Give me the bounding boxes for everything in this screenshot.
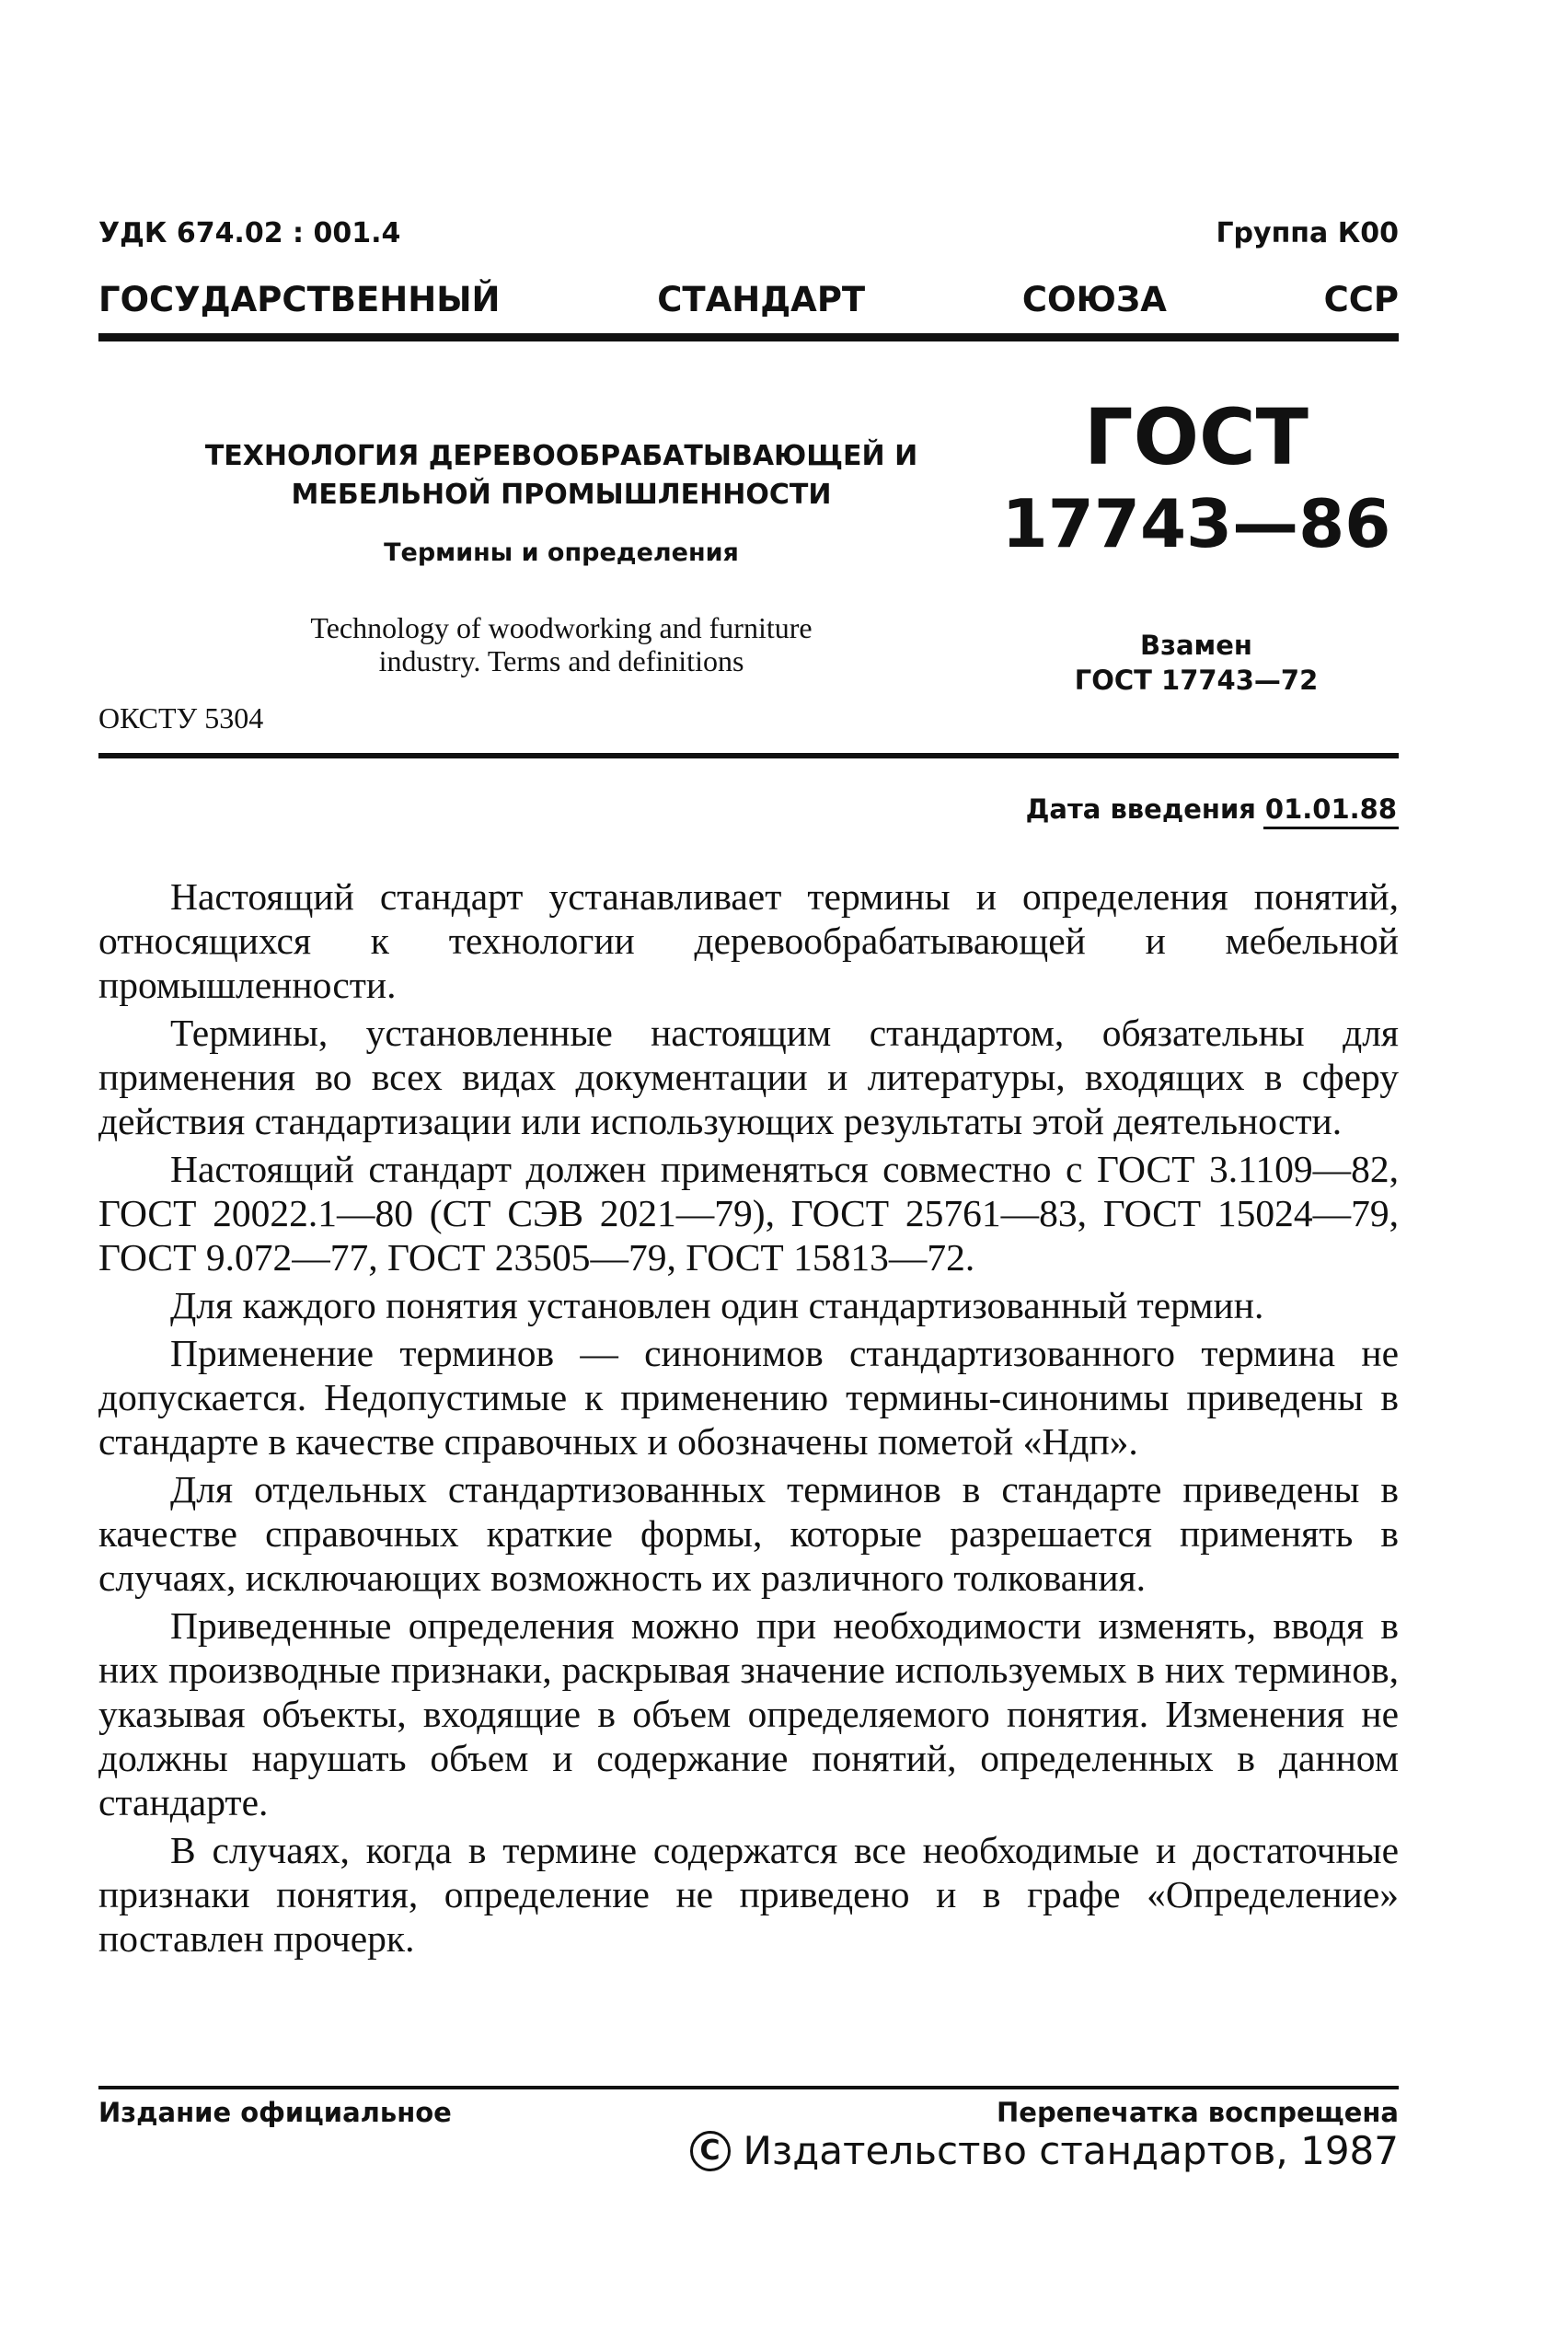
copyright-icon: C xyxy=(690,2131,731,2171)
udc-code: УДК 674.02 : 001.4 xyxy=(98,217,401,249)
paragraph: Настоящий стандарт устанавливает термины и определения понятий, относящихся к технологии деревообрабатывающей и мебельной промышленности. xyxy=(98,875,1399,1006)
subtitle-russian: Термины и определения xyxy=(384,538,739,567)
replaces-label: Взамен xyxy=(1140,630,1252,661)
gost-number: 17743—86 xyxy=(1001,485,1391,562)
paragraph: В случаях, когда в термине содержатся все необходимые и достаточные признаки понятия, определение не приведено и в графе «Определение» поставлен прочерк. xyxy=(98,1829,1399,1960)
title-block xyxy=(166,437,957,677)
state-standard-word-1: ГОСУДАРСТВЕННЫЙ xyxy=(98,280,501,319)
title-english-line-1: Technology of woodworking and furniture xyxy=(310,611,813,644)
header-meta xyxy=(98,217,1399,249)
group-code: Группа К00 xyxy=(1216,217,1399,249)
title-english xyxy=(166,611,957,677)
paragraph: Применение терминов — синонимов стандартизованного термина не допускается. Недопустимые к применению термины-синонимы приведены в стандарте в качестве справочных и обозначены пометой «Ндп». xyxy=(98,1332,1399,1463)
copyright-line xyxy=(690,2128,1399,2173)
header-thick-rule xyxy=(98,333,1399,341)
state-standard-word-3: СОЮЗА xyxy=(1021,280,1167,319)
state-standard-word-2: СТАНДАРТ xyxy=(657,280,866,319)
reprint-prohibited: Перепечатка воспрещена xyxy=(997,2097,1399,2128)
title-english-line-2: industry. Terms and definitions xyxy=(378,644,744,677)
paragraph: Для отдельных стандартизованных терминов в стандарте приведены в качестве справочных краткие формы, которые разрешается применять в случаях, исключающих возможность их различного толкования. xyxy=(98,1468,1399,1599)
designation-block xyxy=(994,394,1399,696)
footer-row xyxy=(98,2097,1399,2128)
state-standard-heading xyxy=(98,280,1399,319)
title-russian-line-2: МЕБЕЛЬНОЙ ПРОМЫШЛЕННОСТИ xyxy=(291,479,832,511)
paragraph: Термины, установленные настоящим стандартом, обязательны для применения во всех видах документации и литературы, входящих в сферу действия стандартизации или использующих результаты этой деятельности. xyxy=(98,1012,1399,1142)
intro-date xyxy=(1026,793,1399,829)
gost-label: ГОСТ xyxy=(1084,392,1309,482)
paragraph: Приведенные определения можно при необходимости изменять, вводя в них производные признаки, раскрывая значение используемых в них терминов, указывая объекты, входящие в объем определяемого понятия. Изменения не должны нарушать объем и содержание понятий, определенных в данном стандарте. xyxy=(98,1604,1399,1823)
copyright-text: Издательство стандартов, 1987 xyxy=(743,2128,1399,2173)
oksu-code: ОКСТУ 5304 xyxy=(98,701,264,735)
title-russian xyxy=(166,437,957,515)
title-russian-line-1: ТЕХНОЛОГИЯ ДЕРЕВООБРАБАТЫВАЮЩЕЙ И xyxy=(204,440,918,472)
paragraph: Настоящий стандарт должен применяться совместно с ГОСТ 3.1109—82, ГОСТ 20022.1—80 (СТ СЭВ 2021—79), ГОСТ 25761—83, ГОСТ 15024—79, ГОСТ 9.072—77, ГОСТ 23505—79, ГОСТ 15813—72. xyxy=(98,1148,1399,1279)
state-standard-word-4: ССР xyxy=(1323,280,1399,319)
replaces-value: ГОСТ 17743—72 xyxy=(1074,665,1319,696)
paragraph: Для каждого понятия установлен один стандартизованный термин. xyxy=(170,1284,1264,1326)
title-bottom-rule xyxy=(98,753,1399,758)
intro-date-value: 01.01.88 xyxy=(1263,793,1399,829)
footer-rule xyxy=(98,2086,1399,2089)
official-edition: Издание официальное xyxy=(98,2097,452,2128)
intro-date-label: Дата введения xyxy=(1025,793,1256,825)
body-text xyxy=(98,874,1399,1964)
